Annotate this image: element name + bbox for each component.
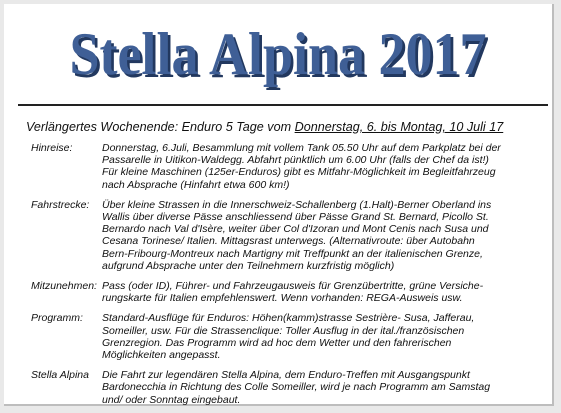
section-gap bbox=[31, 191, 551, 199]
section-text: Donnerstag, 6.Juli, Besammlung mit vollem Tank 05.50 Uhr auf dem Parkplatz bei der Passarelle in Uitikon-Waldegg. Abfahrt pünktlich um 6.00 Uhr (falls der Chef da ist!) Für kleine Maschinen (125er-Enduros) gibt es Mitfahr-Möglichkeit im Begleitfahrzeug nach Absprache (Hinfahrt etwa 600 km!) bbox=[102, 142, 501, 191]
section-fahrstrecke bbox=[31, 199, 551, 272]
section-gap bbox=[31, 304, 551, 312]
section-gap bbox=[31, 361, 551, 369]
title-divider bbox=[18, 104, 548, 106]
subtitle-prefix: Verlängertes Wochenende: Enduro 5 Tage vom bbox=[26, 120, 295, 134]
subtitle-dates: Donnerstag, 6. bis Montag, 10 Juli 17 bbox=[294, 120, 504, 134]
section-hinreise bbox=[31, 142, 551, 191]
section-label: Stella Alpina bbox=[31, 369, 89, 382]
section-label: Mitzunehmen: bbox=[31, 280, 97, 293]
section-stella-alpina bbox=[31, 369, 551, 406]
section-text: Die Fahrt zur legendären Stella Alpina, dem Enduro-Treffen mit Ausgangspunkt Bardonecchia in Richtung des Colle Someiller, wird je nach Programm am Samstag und/ oder Sonntag eingebaut. bbox=[102, 369, 491, 406]
event-subtitle bbox=[26, 120, 546, 134]
section-label: Fahrstrecke: bbox=[31, 198, 90, 211]
section-label: Hinreise: bbox=[31, 142, 73, 154]
flyer-page bbox=[4, 4, 554, 406]
section-text: Pass (oder ID), Führer- und Fahrzeugausweis für Grenzübertritte, grüne Versiche- rungskarte für Italien empfehlenswert. Wenn vorhanden: REGA-Ausweis usw. bbox=[102, 280, 484, 305]
info-sections bbox=[31, 142, 551, 406]
section-gap bbox=[31, 272, 551, 280]
flyer-title: Stella Alpina 2017 bbox=[69, 21, 487, 87]
section-label: Programm: bbox=[31, 312, 83, 325]
section-text: Standard-Ausflüge für Enduros: Höhen(kamm)strasse Sestrière- Susa, Jafferau, Someiller, usw. Für die Strassenclique: Toller Ausflug in der ital./französischen Grenzregion. Das Programm wird ad hoc dem Wetter und den fahrerischen Möglichkeiten angepasst. bbox=[102, 312, 475, 362]
section-mitzunehmen bbox=[31, 280, 551, 304]
section-programm bbox=[31, 312, 551, 361]
section-text: Über kleine Strassen in die Innerschweiz-Schallenberg (1.Halt)-Berner Oberland ins Wallis über diverse Pässe anschliessend über Pässe Grand St. Bernard, Picollo St. Bernardo nach Val d'Isère, weiter über Col d'Izoran und Mont Cenis nach Susa und Cesana Torinese/ Italien. Mittagsrast unterwegs. (Alternativroute: über Autobahn Bern-Fribourg-Montreux nach Martigny mit Treffpunkt an der italienischen Grenze, aufgrund Absprache unter den Teilnehmern kurzfristig möglich) bbox=[102, 198, 492, 272]
